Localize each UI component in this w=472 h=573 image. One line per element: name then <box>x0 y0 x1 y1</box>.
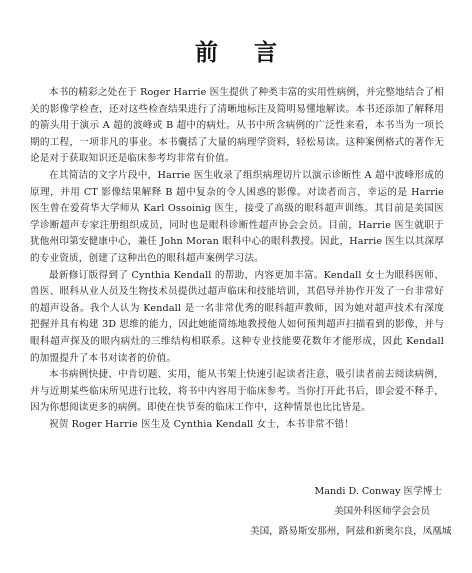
signature-affiliation: 美国外科医师学会会员 <box>334 506 430 517</box>
paragraph-5: 祝贺 Roger Harrie 医生及 Cynthia Kendall 女士，本书非常不错！ <box>49 418 355 430</box>
preface-body <box>30 85 444 433</box>
signature-location: 美国，路易斯安那州，阿兹和新奥尔良，凤凰城 <box>250 526 452 537</box>
signature-name: Mandi D. Conway 医学博士 <box>314 486 442 497</box>
paragraph-1: 本书的精彩之处在于 Roger Harrie 医生提供了种类丰富的实用性病例，并完整地结合了相关的影像学检查，还对这些检查结果进行了清晰地标注及简明易懂地解读。本书还添加了解释用的箭头用于演示 A 超的波峰或 B 超中的病灶。从书中所含病例的广泛性来看，本书当为一项长期的工程，一项非凡的事业。本书囊括了大量的病理学资料，轻松易读。这种案例格式的著作无论是对于获取知识还是临床参考均非常有价值。 <box>30 87 444 165</box>
paragraph-3: 最新修订版得到了 Cynthia Kendall 的帮助，内容更加丰富。Kendall 女士为眼科医师、兽医、眼科从业人员及生物技术员提供过超声临床和技能培训，其倡导并协作开发了一台非常好的超声设备。我个人认为 Kendall 是一名非常优秀的眼科超声教师，因为她对超声技术有深度把握并具有构建 3D 思维的能力，因此她能简练地教授他人如何预判超声扫描看到的影像，并与眼科超声探及的眼内病灶的三维结构相联系。这种专业技能要花数年才能形成，因此 Kendall 的加盟提升了本书对读者的价值。 <box>30 269 444 364</box>
paragraph-2: 在其简洁的文字片段中，Harrie 医生收录了组织病理切片以演示诊断性 A 超中波峰形成的原理，并用 CT 影像结果解释 B 超中复杂的令人困惑的影像。对读者而言，幸运的是 Harrie 医生曾在爱荷华大学师从 Karl Ossoinig 医生，接受了高级的眼科超声训练。其目前是美国医学诊断超声专家注册组织成员，同时也是眼科诊断性超声协会会员。目前，Harrie 医生就职于犹他州印第安健康中心，兼任 John Moran 眼科中心的眼科教授。因此，Harrie 医生以其深厚的专业资质，创建了这种出色的眼科超声案例学习法。 <box>30 169 444 264</box>
signature-block <box>250 482 450 542</box>
page-title: 前 言 <box>194 40 291 66</box>
paragraph-4: 本书病例快捷、中肯切题、实用，能从书架上快速引起读者注意，吸引读者前去阅读病例，并与近期某些临床所见进行比较，将书中内容用于临床参考。当你打开此书后，即会爱不释手，因为你想阅读更多的病例。即使在快节奏的临床工作中，这种情景也比比皆是。 <box>30 369 444 414</box>
